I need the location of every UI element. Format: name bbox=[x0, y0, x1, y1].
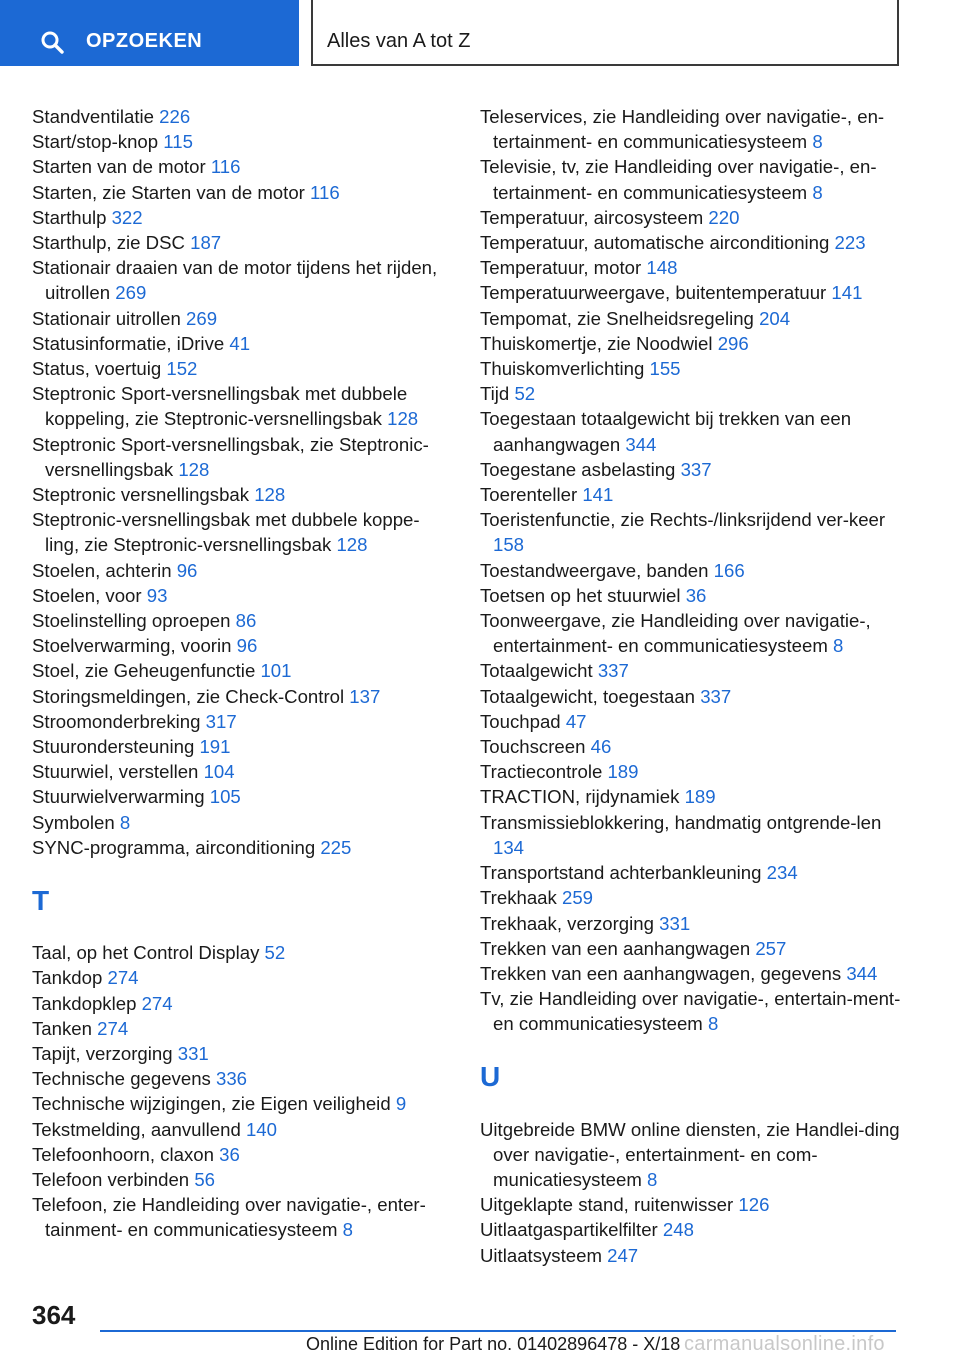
index-entry-text: Thuiskomverlichting bbox=[480, 358, 645, 380]
page-link[interactable]: 8 bbox=[707, 1013, 719, 1035]
page-link[interactable]: 141 bbox=[831, 282, 863, 304]
index-entry bbox=[480, 961, 910, 986]
page-link[interactable]: 128 bbox=[387, 408, 419, 430]
index-entry bbox=[32, 129, 452, 154]
index-entry-text: Steptronic-versnellingsbak met dubbele koppe-ling, zie Steptronic-versnellingsbak bbox=[32, 509, 420, 556]
index-entry bbox=[480, 936, 910, 961]
page-link[interactable]: 259 bbox=[562, 887, 594, 909]
index-entry bbox=[480, 306, 910, 331]
page-link[interactable]: 269 bbox=[186, 307, 218, 329]
index-entry bbox=[32, 940, 452, 965]
page-link[interactable]: 128 bbox=[336, 534, 368, 556]
index-entry bbox=[32, 709, 452, 734]
index-entry bbox=[32, 658, 452, 683]
index-entry bbox=[480, 1243, 910, 1268]
index-entry bbox=[32, 432, 452, 482]
index-entry-text: Starthulp, zie DSC bbox=[32, 232, 185, 254]
page-link[interactable]: 337 bbox=[700, 685, 732, 707]
page-link[interactable]: 148 bbox=[646, 257, 678, 279]
index-entry-text: Stoelverwarming, voorin bbox=[32, 635, 232, 657]
index-entry-text: Stationair uitrollen bbox=[32, 307, 181, 329]
index-entry-text: Televisie, tv, zie Handleiding over navigatie-, en-tertainment- en communicatiesysteem bbox=[480, 156, 877, 203]
index-entry-text: Telefoonhoorn, claxon bbox=[32, 1143, 214, 1165]
index-entry bbox=[32, 608, 452, 633]
index-entry-text: Symbolen bbox=[32, 811, 115, 833]
index-entry bbox=[32, 1016, 452, 1041]
index-entry bbox=[32, 684, 452, 709]
index-entry-text: Stuurondersteuning bbox=[32, 736, 195, 758]
index-entry-text: Uitlaatgaspartikelfilter bbox=[480, 1219, 658, 1241]
letter-heading-wrap bbox=[32, 860, 452, 940]
page-link[interactable]: 331 bbox=[177, 1042, 209, 1064]
page-link[interactable]: 189 bbox=[684, 786, 716, 808]
page-link[interactable]: 116 bbox=[310, 181, 340, 203]
index-entry-text: Tankdop bbox=[32, 967, 103, 989]
index-entry bbox=[32, 784, 452, 809]
index-entry-text: Technische gegevens bbox=[32, 1068, 211, 1090]
page-link[interactable]: 274 bbox=[141, 992, 173, 1014]
index-entry-text: Stationair draaien van de motor tijdens het rijden, uitrollen bbox=[32, 257, 438, 304]
index-entry-text: Steptronic Sport-versnellingsbak met dubbele koppeling, zie Steptronic-versnellingsbak bbox=[32, 383, 408, 430]
index-entry-text: Starten, zie Starten van de motor bbox=[32, 181, 305, 203]
index-entry bbox=[32, 734, 452, 759]
page-link[interactable]: 101 bbox=[260, 660, 292, 682]
index-entry-text: Teleservices, zie Handleiding over navigatie-, en-tertainment- en communicatiesysteem bbox=[480, 106, 885, 153]
page-link[interactable]: 115 bbox=[163, 131, 193, 153]
index-entry bbox=[32, 230, 452, 255]
index-entry bbox=[480, 205, 910, 230]
index-entry-text: Toetsen op het stuurwiel bbox=[480, 584, 681, 606]
index-entry bbox=[32, 356, 452, 381]
page-link[interactable]: 36 bbox=[685, 584, 707, 606]
page-link[interactable]: 8 bbox=[812, 131, 823, 153]
index-entry-text: Stoel, zie Geheugenfunctie bbox=[32, 660, 256, 682]
index-entry-text: Uitgeklapte stand, ruitenwisser bbox=[480, 1194, 734, 1216]
page-link[interactable]: 155 bbox=[649, 358, 681, 380]
search-button[interactable] bbox=[0, 0, 299, 66]
index-entry bbox=[32, 965, 452, 990]
index-entry-text: Telefoon, zie Handleiding over navigatie-, enter-tainment- en communicatiesysteem bbox=[32, 1194, 426, 1241]
index-entry-text: Toegestane asbelasting bbox=[480, 458, 676, 480]
index-entry bbox=[480, 406, 910, 456]
index-entry bbox=[480, 381, 910, 406]
index-entry bbox=[32, 583, 452, 608]
index-entry bbox=[32, 306, 452, 331]
index-entry bbox=[32, 1091, 452, 1116]
index-entry-text: Status, voertuig bbox=[32, 358, 162, 380]
index-entry-text: Trekhaak bbox=[480, 887, 557, 909]
index-entry bbox=[480, 356, 910, 381]
page-link[interactable]: 105 bbox=[209, 786, 241, 808]
page-link[interactable]: 104 bbox=[203, 761, 235, 783]
search-button-label: OPZOEKEN bbox=[86, 30, 203, 52]
index-entry bbox=[32, 1066, 452, 1091]
index-column-left bbox=[32, 104, 452, 1243]
index-entry bbox=[32, 759, 452, 784]
index-entry bbox=[480, 255, 910, 280]
index-entry bbox=[32, 558, 452, 583]
index-entry-text: Starthulp bbox=[32, 206, 107, 228]
index-entry bbox=[480, 658, 910, 683]
index-entry bbox=[480, 457, 910, 482]
index-entry bbox=[480, 810, 910, 860]
page-link[interactable]: 274 bbox=[97, 1017, 129, 1039]
index-entry bbox=[480, 608, 910, 658]
index-entry bbox=[32, 381, 452, 431]
index-entry-text: Technische wijzigingen, zie Eigen veiligheid bbox=[32, 1093, 391, 1115]
index-entry-text: Stoelen, voor bbox=[32, 584, 142, 606]
index-entry-text: Touchscreen bbox=[480, 736, 586, 758]
index-entry-text: Steptronic Sport-versnellingsbak, zie Steptronic-versnellingsbak bbox=[32, 433, 429, 480]
page-link[interactable]: 41 bbox=[229, 332, 251, 354]
page-link[interactable]: 9 bbox=[395, 1093, 407, 1115]
index-entry-text: Trekken van een aanhangwagen bbox=[480, 937, 751, 959]
page-link[interactable]: 56 bbox=[194, 1168, 215, 1190]
index-entry bbox=[480, 986, 910, 1036]
index-entry-text: Steptronic versnellingsbak bbox=[32, 484, 250, 506]
index-entry bbox=[480, 507, 910, 557]
index-column-right bbox=[480, 104, 910, 1268]
index-entry-text: Tijd bbox=[480, 383, 510, 405]
index-entry-text: Stoelen, achterin bbox=[32, 559, 172, 581]
index-entry bbox=[32, 482, 452, 507]
index-entry bbox=[480, 734, 910, 759]
page-link[interactable]: 331 bbox=[659, 912, 691, 934]
footer-divider bbox=[100, 1330, 896, 1332]
page-link[interactable]: 166 bbox=[713, 559, 745, 581]
page-link[interactable]: 336 bbox=[216, 1068, 248, 1090]
page-link[interactable]: 52 bbox=[264, 942, 286, 964]
index-entry-text: Storingsmeldingen, zie Check-Control bbox=[32, 685, 345, 707]
index-entry-text: Stoelinstelling oproepen bbox=[32, 610, 231, 632]
page-link[interactable]: 141 bbox=[582, 484, 614, 506]
index-entry-text: Standventilatie bbox=[32, 106, 154, 127]
page-link[interactable]: 226 bbox=[159, 106, 191, 127]
page-link[interactable]: 220 bbox=[708, 206, 740, 228]
page-link[interactable]: 140 bbox=[245, 1118, 277, 1140]
page-link[interactable]: 116 bbox=[210, 156, 241, 178]
index-entry-text: Transportstand achterbankleuning bbox=[480, 862, 762, 884]
index-entry bbox=[32, 835, 452, 860]
index-entry-text: Stroomonderbreking bbox=[32, 710, 201, 732]
index-entry-text: Tapijt, verzorging bbox=[32, 1042, 173, 1064]
index-entry bbox=[32, 180, 452, 205]
index-entry-text: Toestandweergave, banden bbox=[480, 559, 709, 581]
index-entry-text: Toegestaan totaalgewicht bij trekken van een aanhangwagen bbox=[480, 408, 852, 455]
index-entry bbox=[32, 633, 452, 658]
page-link[interactable]: 317 bbox=[205, 710, 237, 732]
index-entry-text: Stuurwiel, verstellen bbox=[32, 761, 199, 783]
index-entry bbox=[480, 1217, 910, 1242]
watermark: carmanualsonline.info bbox=[684, 1333, 885, 1355]
search-icon bbox=[40, 30, 64, 54]
index-entry-text: Start/stop-knop bbox=[32, 131, 159, 153]
page-link[interactable]: 47 bbox=[565, 710, 587, 732]
index-entry bbox=[480, 154, 910, 204]
letter-heading-wrap bbox=[480, 1037, 910, 1117]
page-link[interactable]: 344 bbox=[846, 962, 878, 984]
page-link[interactable]: 257 bbox=[755, 937, 787, 959]
index-entry bbox=[32, 154, 452, 179]
page-link[interactable]: 52 bbox=[514, 383, 536, 405]
index-entry bbox=[32, 255, 452, 305]
page-link[interactable]: 344 bbox=[625, 433, 657, 455]
page-link[interactable]: 46 bbox=[590, 736, 612, 758]
index-entry bbox=[480, 759, 910, 784]
page-link[interactable]: 274 bbox=[107, 967, 139, 989]
page-link[interactable]: 191 bbox=[199, 736, 231, 758]
index-entry-text: Trekhaak, verzorging bbox=[480, 912, 654, 934]
section-title-box bbox=[311, 0, 899, 66]
page-link[interactable]: 152 bbox=[166, 358, 198, 380]
index-entry-text: Starten van de motor bbox=[32, 156, 206, 178]
page-link[interactable]: 134 bbox=[493, 836, 525, 858]
page-link[interactable]: 247 bbox=[607, 1244, 639, 1266]
page-link[interactable]: 225 bbox=[320, 836, 352, 858]
letter-heading: U bbox=[480, 1061, 501, 1093]
index-entry-text: Transmissieblokkering, handmatig ontgrende-len bbox=[480, 811, 882, 833]
page-link[interactable]: 128 bbox=[178, 458, 210, 480]
index-entry bbox=[32, 991, 452, 1016]
index-entry-text: Statusinformatie, iDrive bbox=[32, 332, 225, 354]
index-entry bbox=[480, 684, 910, 709]
index-entry-text: SYNC-programma, airconditioning bbox=[32, 836, 316, 858]
page-link[interactable]: 322 bbox=[111, 206, 143, 228]
index-entry-text: Trekken van een aanhangwagen, gegevens bbox=[480, 962, 842, 984]
index-entry bbox=[480, 280, 910, 305]
page-link[interactable]: 126 bbox=[738, 1194, 770, 1216]
page-link[interactable]: 234 bbox=[766, 862, 798, 884]
index-entry-text: Temperatuur, automatische airconditioning bbox=[480, 232, 830, 254]
index-entry bbox=[480, 104, 910, 154]
index-entry bbox=[480, 709, 910, 734]
index-entry-text: Stuurwielverwarming bbox=[32, 786, 205, 808]
index-entry bbox=[32, 810, 452, 835]
index-entry-text: Tractiecontrole bbox=[480, 761, 603, 783]
page-link[interactable]: 337 bbox=[680, 458, 712, 480]
index-entry bbox=[480, 331, 910, 356]
index-entry bbox=[480, 784, 910, 809]
index-entry-text: Telefoon verbinden bbox=[32, 1168, 190, 1190]
index-entry-text: Touchpad bbox=[480, 710, 561, 732]
index-entry bbox=[480, 885, 910, 910]
index-entry bbox=[480, 482, 910, 507]
index-entry-text: Toonweergave, zie Handleiding over navigatie-, entertainment- en communicatiesysteem bbox=[480, 610, 871, 657]
page-number: 364 bbox=[32, 1300, 76, 1330]
index-entry bbox=[32, 1192, 452, 1242]
page-link[interactable]: 8 bbox=[833, 635, 844, 657]
page-link[interactable]: 189 bbox=[607, 761, 639, 783]
page-link[interactable]: 36 bbox=[219, 1143, 240, 1165]
index-entry-text: Taal, op het Control Display bbox=[32, 942, 260, 964]
letter-heading: T bbox=[32, 884, 50, 916]
page-link[interactable]: 137 bbox=[349, 685, 381, 707]
index-entry bbox=[480, 911, 910, 936]
index-entry-text: Tempomat, zie Snelheidsregeling bbox=[480, 307, 754, 329]
index-entry-text: Temperatuurweergave, buitentemperatuur bbox=[480, 282, 827, 304]
page-link[interactable]: 96 bbox=[176, 559, 198, 581]
index-entry-text: Totaalgewicht, toegestaan bbox=[480, 685, 696, 707]
index-entry bbox=[480, 1117, 910, 1193]
index-entry-text: TRACTION, rijdynamiek bbox=[480, 786, 680, 808]
index-entry-text: Tekstmelding, aanvullend bbox=[32, 1118, 241, 1140]
index-entry bbox=[480, 583, 910, 608]
index-entry bbox=[32, 104, 452, 129]
page-link[interactable]: 158 bbox=[493, 534, 525, 556]
index-entry-text: Tanken bbox=[32, 1017, 92, 1039]
index-entry-text: Tv, zie Handleiding over navigatie-, entertain-ment- en communicatiesysteem bbox=[480, 988, 901, 1035]
index-entry-text: Tankdopklep bbox=[32, 992, 137, 1014]
section-title: Alles van A tot Z bbox=[327, 30, 471, 52]
index-entry-text: Toerenteller bbox=[480, 484, 578, 506]
page-link[interactable]: 337 bbox=[597, 660, 629, 682]
index-entry bbox=[32, 1142, 452, 1167]
index-entry-text: Temperatuur, aircosysteem bbox=[480, 206, 704, 228]
page-link[interactable]: 93 bbox=[146, 584, 168, 606]
header bbox=[0, 0, 960, 66]
index-entry bbox=[32, 331, 452, 356]
edition-text: Online Edition for Part no. 01402896478 - X/18 bbox=[306, 1334, 681, 1354]
index-entry-text: Uitgebreide BMW online diensten, zie Handlei-ding over navigatie-, entertainment- en com-municatiesysteem bbox=[480, 1118, 900, 1190]
page-link[interactable]: 296 bbox=[717, 332, 749, 354]
page-link[interactable]: 86 bbox=[235, 610, 257, 632]
index-entry bbox=[480, 230, 910, 255]
page-link[interactable]: 204 bbox=[759, 307, 791, 329]
page-link[interactable]: 8 bbox=[812, 181, 823, 203]
index-entry bbox=[32, 1041, 452, 1066]
index-entry bbox=[32, 1167, 452, 1192]
index-entry-text: Toeristenfunctie, zie Rechts-/linksrijdend ver-keer bbox=[480, 509, 886, 531]
index-entry-text: Thuiskomertje, zie Noodwiel bbox=[480, 332, 713, 354]
index-entry bbox=[32, 507, 452, 557]
page-link[interactable]: 187 bbox=[190, 232, 222, 254]
page-link[interactable]: 269 bbox=[115, 282, 147, 304]
page-link[interactable]: 96 bbox=[236, 635, 258, 657]
page-link[interactable]: 248 bbox=[662, 1219, 694, 1241]
index-entry bbox=[480, 558, 910, 583]
page-link[interactable]: 8 bbox=[119, 811, 131, 833]
index-entry-text: Temperatuur, motor bbox=[480, 257, 642, 279]
index-entry-text: Totaalgewicht bbox=[480, 660, 593, 682]
index-entry bbox=[480, 860, 910, 885]
page-link[interactable]: 8 bbox=[342, 1219, 353, 1241]
index-entry-text: Uitlaatsysteem bbox=[480, 1244, 602, 1266]
page-link[interactable]: 128 bbox=[254, 484, 286, 506]
index-entry bbox=[32, 1117, 452, 1142]
page-link[interactable]: 8 bbox=[646, 1168, 658, 1190]
page-link[interactable]: 223 bbox=[834, 232, 866, 254]
index-entry bbox=[480, 1192, 910, 1217]
index-entry bbox=[32, 205, 452, 230]
